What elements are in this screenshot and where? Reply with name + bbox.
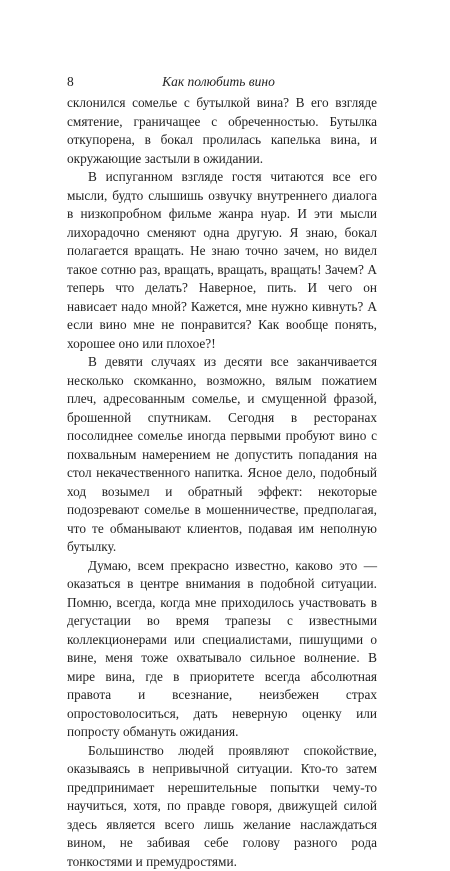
- paragraph: Думаю, всем прекрасно известно, каково это — оказаться в центре внимания в подобной ситуации. Помню, всегда, когда мне приходилось участвовать в дегустации во время трапезы с известными коллекционерами или специалистами, пишущими о вине, меня тоже охватывало сильное волнение. В мире вина, где в приоритете всегда абсолютная правота и всезнание, неизбежен страх опростоволоситься, дать неверную оценку или попросту обмануть ожидания.: [67, 557, 377, 742]
- paragraph-continued: склонился сомелье с бутылкой вина? В его взгляде смятение, граничащее с обреченностью. Бутылка откупорена, в бокал пролилась капелька вина, и окружающие застыли в ожидании.: [67, 94, 377, 168]
- book-title-header: Как полюбить вино: [67, 72, 370, 92]
- paragraph: В девяти случаях из десяти все заканчивается несколько скомканно, возможно, вялым пожатием плеч, адресованным сомелье, и смущенной фразой, брошенной спутникам. Сегодня в ресторанах посолиднее сомелье иногда первыми пробуют вино с похвальным намерением не допустить попадания на стол некачественного напитка. Ясное дело, подобный ход возымел и обратный эффект: некоторые подозревают сомелье в мошенничестве, предполагая, что те обманывают клиентов, подавая им неполную бутылку.: [67, 353, 377, 557]
- body-text: [67, 94, 377, 871]
- paragraph: Большинство людей проявляют спокойствие, оказываясь в непривычной ситуации. Кто-то затем предпринимает нерешительные попытки чему-то научиться, хотя, по правде говоря, движущей силой здесь является всего лишь желание наслаждаться вином, не забивая себе голову разного рода тонкостями и премудростями.: [67, 742, 377, 871]
- paragraph: В испуганном взгляде гостя читаются все его мысли, будто слышишь озвучку внутреннего диалога в низкопробном фильме жанра нуар. И эти мысли лихорадочно сменяют одна другую. Я знаю, бокал полагается вращать. Не знаю точно зачем, но видел такое сотню раз, вращать, вращать, вращать! Зачем? А теперь что делать? Наверное, пить. И чего он нависает надо мной? Кажется, мне нужно кивнуть? А если вино мне не понравится? Как вообще понять, хорошее оно или плохое?!: [67, 168, 377, 353]
- page-number: 8: [67, 72, 74, 92]
- running-head: [67, 72, 370, 92]
